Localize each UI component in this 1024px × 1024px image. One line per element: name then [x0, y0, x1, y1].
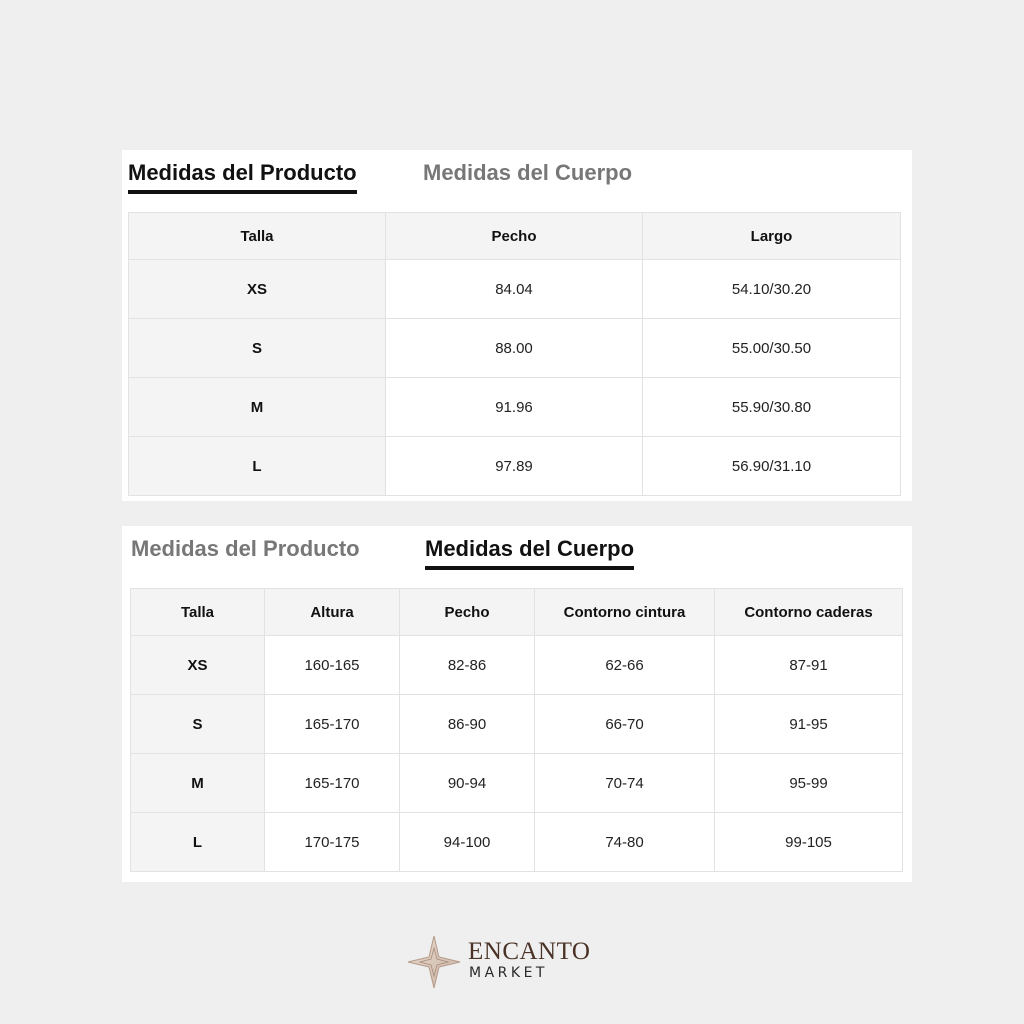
table-row: [131, 695, 903, 754]
table-cell: 86-90: [400, 695, 535, 754]
table-cell: 165-170: [265, 695, 400, 754]
product-measurements-panel: [122, 150, 912, 501]
table-cell: 62-66: [535, 636, 715, 695]
size-cell: S: [131, 695, 265, 754]
column-header-pecho: Pecho: [386, 213, 643, 260]
table-cell: 99-105: [715, 813, 903, 872]
table-row: [129, 260, 901, 319]
product-size-table: [128, 212, 901, 496]
table-row: [131, 813, 903, 872]
brand-subtitle: MARKET: [469, 965, 548, 981]
table-cell: 95-99: [715, 754, 903, 813]
size-cell: M: [129, 378, 386, 437]
table-cell: 82-86: [400, 636, 535, 695]
table-cell: 91-95: [715, 695, 903, 754]
table-cell: 88.00: [386, 319, 643, 378]
tab-product-measurements[interactable]: Medidas del Producto: [131, 536, 360, 561]
table-header-row: [129, 213, 901, 260]
tab-product-measurements[interactable]: Medidas del Producto: [128, 160, 357, 185]
table-row: [129, 319, 901, 378]
size-cell: L: [129, 437, 386, 496]
four-point-star-icon: [406, 934, 462, 990]
column-header-talla: Talla: [129, 213, 386, 260]
column-header-talla: Talla: [131, 589, 265, 636]
column-header-contorno-caderas: Contorno caderas: [715, 589, 903, 636]
table-cell: 84.04: [386, 260, 643, 319]
column-header-largo: Largo: [643, 213, 901, 260]
table-row: [129, 437, 901, 496]
table-header-row: [131, 589, 903, 636]
table-row: [131, 754, 903, 813]
tab-body-measurements[interactable]: Medidas del Cuerpo: [423, 160, 633, 185]
body-measurements-panel: [122, 526, 912, 882]
size-cell: XS: [129, 260, 386, 319]
table-cell: 91.96: [386, 378, 643, 437]
table-cell: 160-165: [265, 636, 400, 695]
table-cell: 94-100: [400, 813, 535, 872]
table-cell: 74-80: [535, 813, 715, 872]
table-cell: 66-70: [535, 695, 715, 754]
table-cell: 90-94: [400, 754, 535, 813]
tab-body-measurements[interactable]: Medidas del Cuerpo: [425, 536, 635, 561]
table-cell: 170-175: [265, 813, 400, 872]
body-size-table: [130, 588, 903, 872]
table-cell: 97.89: [386, 437, 643, 496]
column-header-contorno-cintura: Contorno cintura: [535, 589, 715, 636]
size-cell: L: [131, 813, 265, 872]
brand-logo: [406, 934, 596, 994]
table-cell: 55.90/30.80: [643, 378, 901, 437]
table-row: [131, 636, 903, 695]
table-cell: 54.10/30.20: [643, 260, 901, 319]
column-header-pecho: Pecho: [400, 589, 535, 636]
table-row: [129, 378, 901, 437]
size-cell: XS: [131, 636, 265, 695]
column-header-altura: Altura: [265, 589, 400, 636]
size-cell: S: [129, 319, 386, 378]
table-cell: 87-91: [715, 636, 903, 695]
table-cell: 55.00/30.50: [643, 319, 901, 378]
size-cell: M: [131, 754, 265, 813]
brand-name: ENCANTO: [468, 938, 591, 965]
table-cell: 56.90/31.10: [643, 437, 901, 496]
table-cell: 165-170: [265, 754, 400, 813]
table-cell: 70-74: [535, 754, 715, 813]
